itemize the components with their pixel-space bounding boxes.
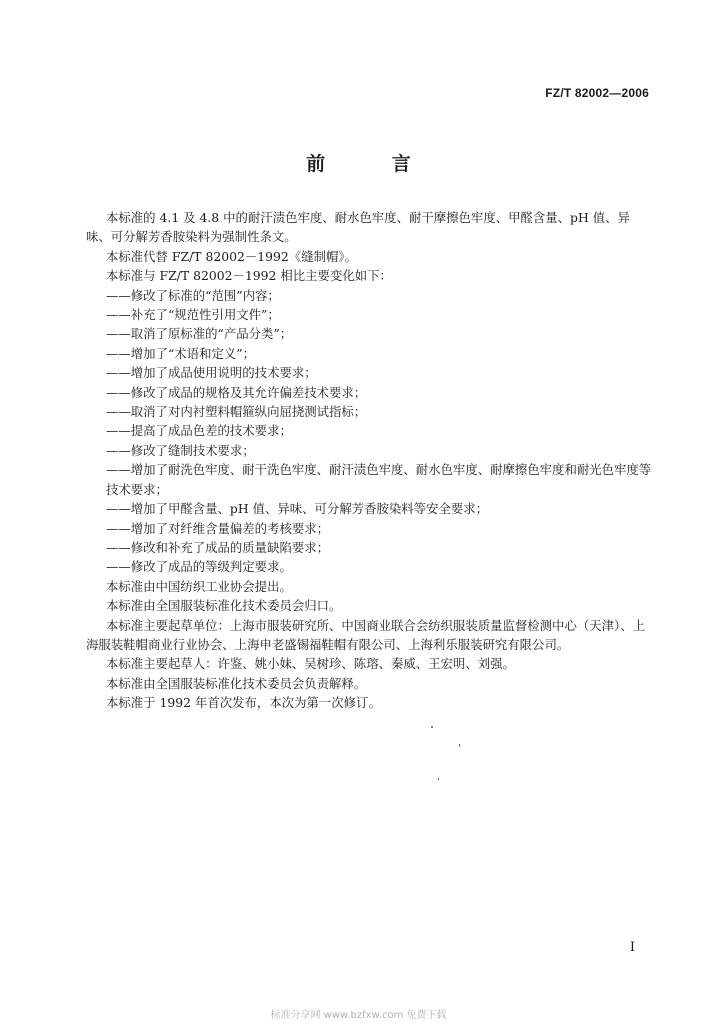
change-item: ——修改了缝制技术要求； [106,442,255,458]
scan-speck [438,778,439,780]
change-item: ——增加了“术语和定义”； [106,345,255,361]
change-item: ——取消了原标准的“产品分类”； [106,326,293,342]
change-item: ——修改了标准的“范围”内容； [106,287,280,303]
change-item: ——提高了成品色差的技术要求； [106,423,292,439]
change-item: ——增加了甲醛含量、pH 值、异味、可分解芳香胺染料等安全要求； [106,501,489,517]
scan-speck [459,744,460,747]
change-item: ——修改了成品的规格及其允许偏差技术要求； [106,384,367,400]
change-item: ——增加了对纤维含量偏差的考核要求； [106,520,330,536]
change-item: ——增加了成品使用说明的技术要求； [106,365,317,381]
change-item: ——补充了“规范性引用文件”； [106,307,280,323]
scan-speck [431,726,433,728]
foreword-body [86,208,654,713]
paragraph-interpretation: 本标准由全国服装标准化技术委员会负责解释。 [106,675,367,691]
paragraph-mandatory-clauses: 本标准的 4.1 及 4.8 中的耐汗渍色牢度、耐水色牢度、耐干摩擦色牢度、甲醛含量、pH 值、异味、可分解芳香胺染料为强制性条文。 [86,210,630,245]
paragraph-drafters: 本标准主要起草人：许鉴、姚小妹、吴树珍、陈瑢、秦威、王宏明、刘强。 [106,656,515,672]
page-number: I [629,940,635,955]
change-item: ——取消了对内衬塑料帽箍纵向屈挠测试指标； [106,404,367,420]
paragraph-history: 本标准于 1992 年首次发布，本次为第一次修订。 [106,695,381,711]
page-title: 前 言 [306,153,441,175]
standard-number: FZ/T 82002—2006 [545,86,649,100]
paragraph-centralized: 本标准由全国服装标准化技术委员会归口。 [106,598,342,614]
paragraph-drafting-units: 本标准主要起草单位：上海市服装研究所、中国商业联合会纺织服装质量监督检测中心（天津）、上海服装鞋帽商业行业协会、上海申老盛锡福鞋帽有限公司、上海利乐服装研究有限公司。 [86,617,645,652]
change-item: ——增加了耐洗色牢度、耐干洗色牢度、耐汗渍色牢度、耐水色牢度、耐摩擦色牢度和耐光色牢度等技术要求； [106,462,652,497]
change-item: ——修改和补充了成品的质量缺陷要求； [106,539,330,555]
change-item: ——修改了成品的等级判定要求。 [106,559,292,575]
paragraph-replaces: 本标准代替 FZ/T 82002－1992《缝制帽》。 [106,248,357,264]
watermark-footer: 标准分享网 www.bzfxw.com 免费下载 [270,1010,447,1021]
paragraph-changes-intro: 本标准与 FZ/T 82002－1992 相比主要变化如下： [106,268,392,284]
paragraph-proposer: 本标准由中国纺织工业协会提出。 [106,578,292,594]
